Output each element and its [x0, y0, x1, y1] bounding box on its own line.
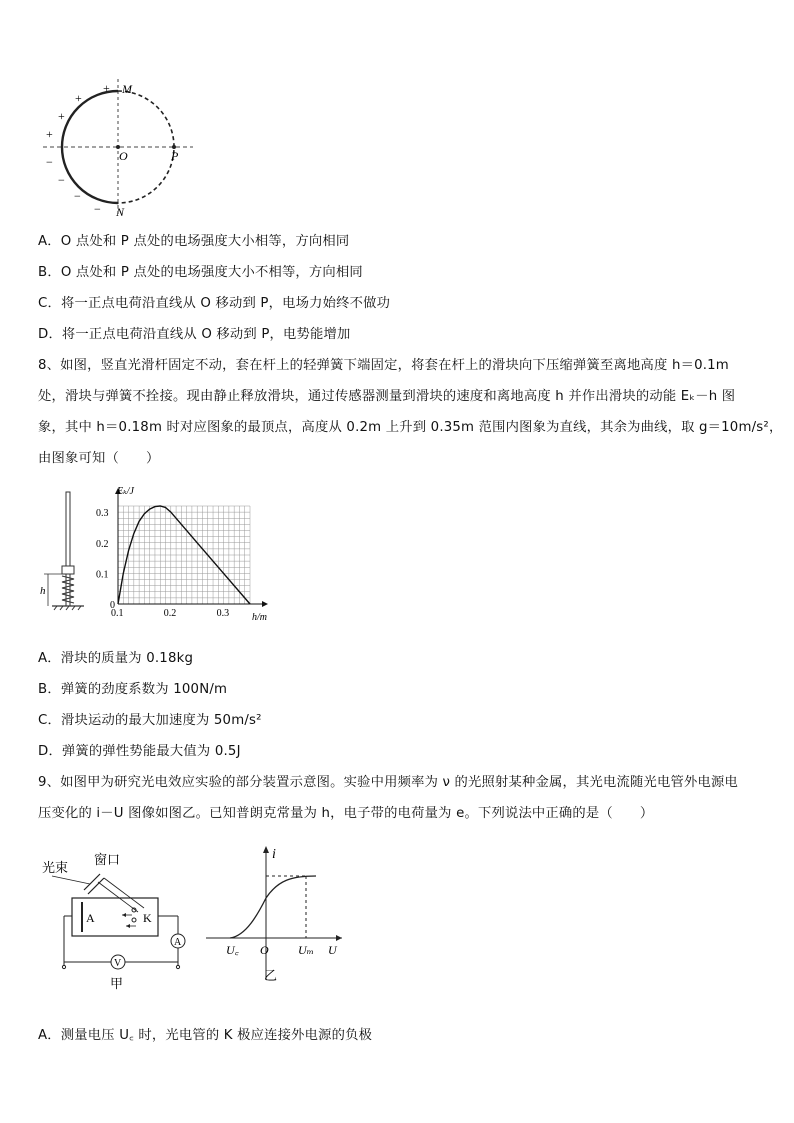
voltmeter-label: V	[114, 958, 122, 969]
minus-sign: −	[74, 189, 81, 203]
q9-option-a: A．测量电压 U꜀ 时，光电管的 K 极应连接外电源的负极	[38, 1028, 373, 1043]
q8-stem-line2: 处，滑块与弹簧不拴接。现由静止释放滑块，通过传感器测量到滑块的速度和离地高度 h 并作出滑块的动能 Eₖ－h 图	[38, 389, 736, 404]
q9-stem-line2: 压变化的 i－U 图像如图乙。已知普朗克常量为 h，电子带的电荷量为 e。下列说法中正确的是（ ）	[38, 806, 654, 821]
q9-stem-line1: 9、如图甲为研究光电效应实验的部分装置示意图。实验中用频率为 ν 的光照射某种金属，其光电流随光电管外电源电	[38, 775, 738, 790]
label-o: O	[119, 149, 128, 163]
q7-option-a: A．O 点处和 P 点处的电场强度大小相等，方向相同	[38, 234, 350, 249]
y-tick-label: 0	[110, 600, 115, 611]
x-tick-label: 0.3	[216, 608, 230, 619]
cathode-label: K	[143, 911, 152, 925]
q8-stem-line4: 由图象可知（ ）	[38, 451, 160, 466]
q8-stem-line3: 象，其中 h＝0.18m 时对应图象的最顶点，高度从 0.2m 上升到 0.35m 范围内图象为直线，其余为曲线，取 g＝10m/s²，	[38, 420, 783, 435]
beam-label: 光束	[42, 860, 69, 875]
q8-option-d: D．弹簧的弹性势能最大值为 0.5J	[38, 744, 241, 759]
plus-sign: +	[103, 81, 110, 95]
q7-option-d: D．将一正点电荷沿直线从 O 移动到 P，电势能增加	[38, 327, 351, 342]
h-label: h	[40, 585, 46, 597]
q8-stem-line1: 8、如图，竖直光滑杆固定不动，套在杆上的轻弹簧下端固定，将套在杆上的滑块向下压缩弹簧至离地高度 h＝0.1m	[38, 358, 729, 373]
anode-label: A	[86, 911, 95, 925]
chart-ticks	[96, 508, 229, 619]
minus-sign: −	[94, 202, 101, 216]
figure-caption-jia: 甲	[110, 976, 124, 991]
ammeter-label: A	[174, 937, 182, 948]
plus-sign: +	[46, 127, 53, 141]
photoelectric-circuit-figure	[38, 842, 198, 992]
circle-charge-figure	[38, 74, 198, 219]
minus-sign: −	[58, 173, 65, 187]
i-axis-label: i	[272, 847, 276, 862]
y-tick-label: 0.1	[96, 569, 109, 581]
q7-option-b: B．O 点处和 P 点处的电场强度大小不相等，方向相同	[38, 265, 363, 280]
figure-caption-yi: 乙	[264, 968, 278, 983]
label-n: N	[116, 205, 125, 219]
plus-sign: +	[75, 91, 82, 105]
x-tick-label: 0.1	[111, 608, 124, 619]
ek-h-chart	[92, 484, 282, 624]
x-tick-label: 0.2	[163, 608, 177, 619]
label-m: M	[122, 82, 132, 96]
u-axis-label: U	[328, 943, 337, 957]
i-u-graph-figure	[200, 840, 350, 990]
q7-option-c: C．将一正点电荷沿直线从 O 移动到 P，电场力始终不做功	[38, 296, 391, 311]
x-axis-arrow	[262, 601, 268, 607]
uc-label: U꜀	[226, 943, 239, 957]
y-tick-label: 0.3	[96, 508, 109, 520]
plus-sign: +	[58, 109, 65, 123]
spring-rod-figure	[38, 488, 88, 623]
y-axis-label: Eₖ/J	[117, 486, 134, 497]
q8-option-b: B．弹簧的劲度系数为 100N/m	[38, 682, 228, 697]
origin-label: O	[260, 943, 269, 957]
minus-sign: −	[46, 155, 53, 169]
q8-option-c: C．滑块运动的最大加速度为 50m/s²	[38, 713, 262, 728]
q8-option-a: A．滑块的质量为 0.18kg	[38, 651, 194, 666]
label-p: P	[171, 149, 179, 163]
chart-grid	[118, 506, 250, 604]
um-label: Uₘ	[298, 943, 315, 957]
window-label: 窗口	[94, 852, 121, 867]
y-tick-label: 0.2	[96, 538, 109, 550]
x-axis-label: h/m	[252, 612, 267, 623]
